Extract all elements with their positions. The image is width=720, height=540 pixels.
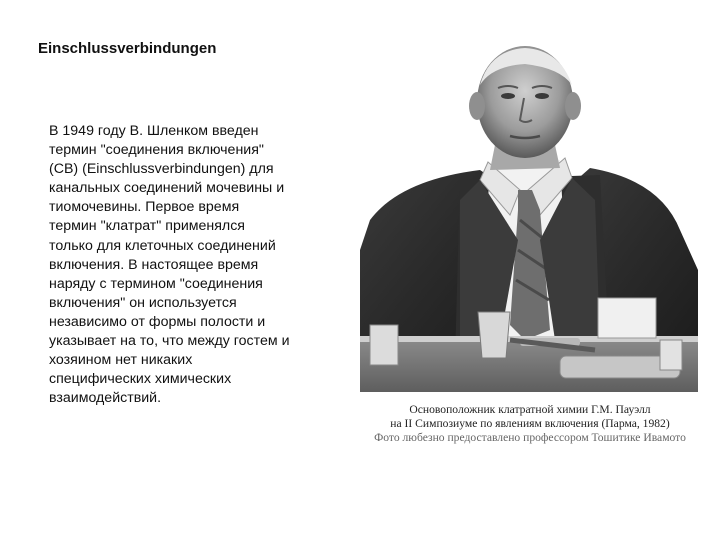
photo-caption bbox=[360, 403, 700, 445]
body-line: включения" он используется bbox=[49, 294, 237, 311]
body-line: специфических химических bbox=[49, 371, 232, 388]
body-line: термин "соединения включения" bbox=[49, 142, 264, 159]
body-line: термин "клатрат" применялся bbox=[49, 218, 245, 235]
body-line: независимо от формы полости и bbox=[49, 313, 266, 330]
portrait-illustration bbox=[360, 40, 698, 392]
body-line: наряду с термином "соединения bbox=[49, 275, 263, 292]
body-line: канальных соединений мочевины и bbox=[49, 180, 285, 197]
body-line: (CB) (Einschlussverbindungen) для bbox=[49, 161, 274, 178]
body-line: указывает на то, что между гостем и bbox=[49, 333, 290, 350]
body-line: тиомочевины. Первое время bbox=[49, 199, 240, 216]
body-line: В 1949 году В. Шленком введен bbox=[49, 123, 259, 139]
caption-line: на II Симпозиуме по явлениям включения (Парма, 1982) bbox=[390, 417, 670, 430]
body-line: включения. В настоящее время bbox=[49, 256, 259, 273]
portrait-photo bbox=[360, 40, 698, 392]
body-paragraph bbox=[49, 122, 339, 408]
body-line: взаимодействий. bbox=[49, 390, 162, 407]
body-line: только для клеточных соединений bbox=[49, 237, 276, 254]
caption-line: Основоположник клатратной химии Г.М. Пауэлл bbox=[409, 403, 651, 416]
body-line: хозяином нет никаких bbox=[49, 352, 193, 369]
slide-title: Einschlussverbindungen bbox=[38, 40, 217, 57]
caption-line: Фото любезно предоставлено профессором Тошитике Ивамото bbox=[374, 431, 686, 444]
